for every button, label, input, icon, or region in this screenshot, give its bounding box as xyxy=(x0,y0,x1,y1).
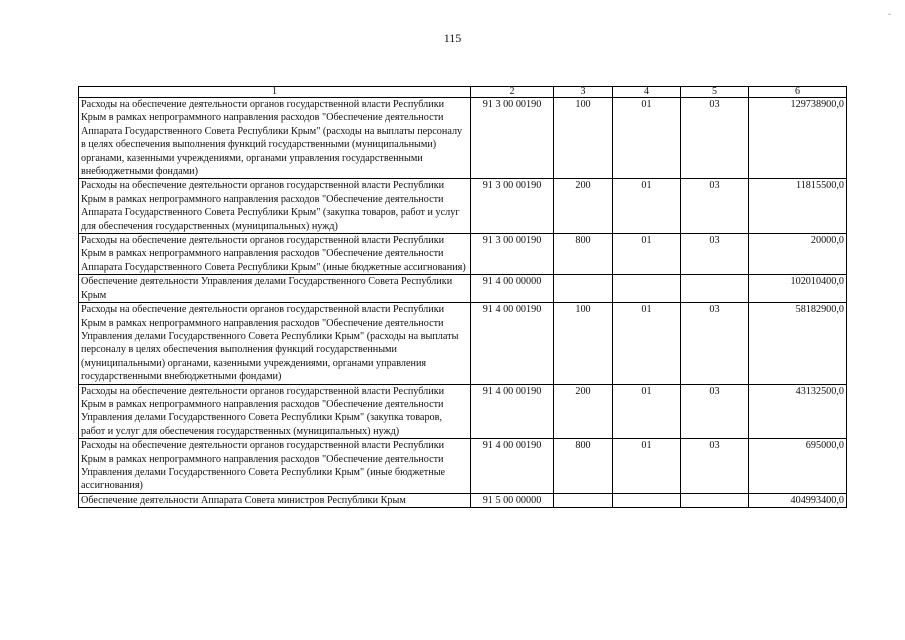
row-amount: 11815500,0 xyxy=(749,179,847,234)
row-subsection: 03 xyxy=(681,439,749,494)
row-amount: 102010400,0 xyxy=(749,275,847,303)
row-amount: 129738900,0 xyxy=(749,98,847,179)
row-description: Расходы на обеспечение деятельности органов государственной власти Республики Крым в рамках непрограммного направления расходов "Обеспечение деятельности Управления делами Государственного Совета Республики Крым" (закупка товаров, работ и услуг для обеспечения государственных (муниципальных) нужд) xyxy=(79,384,471,439)
row-section: 01 xyxy=(613,439,681,494)
row-description: Расходы на обеспечение деятельности органов государственной власти Республики Крым в рамках непрограммного направления расходов "Обеспечение деятельности Аппарата Государственного Совета Республики Крым" (закупка товаров, работ и услуг для обеспечения государственных (муниципальных) нужд) xyxy=(79,179,471,234)
row-section: 01 xyxy=(613,98,681,179)
row-section: 01 xyxy=(613,179,681,234)
row-description: Расходы на обеспечение деятельности органов государственной власти Республики Крым в рамках непрограммного направления расходов "Обеспечение деятельности Аппарата Государственного Совета Республики Крым" (расходы на выплаты персоналу в целях обеспечения выполнения функций государственными (муниципальными) органами, казенными учреждениями, органами управления государственными внебюджетными фондами) xyxy=(79,98,471,179)
row-subsection: 03 xyxy=(681,234,749,275)
table-row xyxy=(79,275,847,303)
row-section xyxy=(613,275,681,303)
row-target-code: 91 3 00 00190 xyxy=(471,234,554,275)
table-row xyxy=(79,303,847,384)
row-expense-type xyxy=(554,493,613,507)
row-expense-type: 200 xyxy=(554,179,613,234)
header-col-5: 5 xyxy=(681,87,749,98)
table-row xyxy=(79,234,847,275)
row-amount: 20000,0 xyxy=(749,234,847,275)
corner-mark: ˇ xyxy=(888,12,891,22)
row-subsection xyxy=(681,493,749,507)
row-amount: 58182900,0 xyxy=(749,303,847,384)
header-col-6: 6 xyxy=(749,87,847,98)
row-subsection: 03 xyxy=(681,179,749,234)
page-number: 115 xyxy=(443,31,462,45)
row-description: Расходы на обеспечение деятельности органов государственной власти Республики Крым в рамках непрограммного направления расходов "Обеспечение деятельности Аппарата Государственного Совета Республики Крым" (иные бюджетные ассигнования) xyxy=(79,234,471,275)
table-row xyxy=(79,493,847,507)
table-row xyxy=(79,439,847,494)
table-row xyxy=(79,384,847,439)
budget-table xyxy=(78,86,847,508)
row-section: 01 xyxy=(613,303,681,384)
header-col-2: 2 xyxy=(471,87,554,98)
row-section xyxy=(613,493,681,507)
row-description: Обеспечение деятельности Управления делами Государственного Совета Республики Крым xyxy=(79,275,471,303)
table-row xyxy=(79,179,847,234)
row-section: 01 xyxy=(613,384,681,439)
row-description: Расходы на обеспечение деятельности органов государственной власти Республики Крым в рамках непрограммного направления расходов "Обеспечение деятельности Управления делами Государственного Совета Республики Крым" (расходы на выплаты персоналу в целях обеспечения выполнения функций государственными (муниципальными) органами, казенными учреждениями, органами управления государственными внебюджетными фондами) xyxy=(79,303,471,384)
row-expense-type: 100 xyxy=(554,98,613,179)
row-description: Расходы на обеспечение деятельности органов государственной власти Республики Крым в рамках непрограммного направления расходов "Обеспечение деятельности Управления делами Государственного Совета Республики Крым" (иные бюджетные ассигнования) xyxy=(79,439,471,494)
header-col-1: 1 xyxy=(79,87,471,98)
row-amount: 404993400,0 xyxy=(749,493,847,507)
row-amount: 43132500,0 xyxy=(749,384,847,439)
header-row xyxy=(79,87,847,98)
row-target-code: 91 4 00 00190 xyxy=(471,384,554,439)
header-col-3: 3 xyxy=(554,87,613,98)
row-subsection xyxy=(681,275,749,303)
row-subsection: 03 xyxy=(681,303,749,384)
row-target-code: 91 5 00 00000 xyxy=(471,493,554,507)
row-target-code: 91 3 00 00190 xyxy=(471,98,554,179)
row-target-code: 91 4 00 00190 xyxy=(471,303,554,384)
row-expense-type: 200 xyxy=(554,384,613,439)
row-target-code: 91 4 00 00190 xyxy=(471,439,554,494)
row-target-code: 91 4 00 00000 xyxy=(471,275,554,303)
row-subsection: 03 xyxy=(681,384,749,439)
row-target-code: 91 3 00 00190 xyxy=(471,179,554,234)
row-expense-type: 800 xyxy=(554,234,613,275)
row-subsection: 03 xyxy=(681,98,749,179)
row-section: 01 xyxy=(613,234,681,275)
table-row xyxy=(79,98,847,179)
row-expense-type: 100 xyxy=(554,303,613,384)
header-col-4: 4 xyxy=(613,87,681,98)
row-expense-type xyxy=(554,275,613,303)
row-expense-type: 800 xyxy=(554,439,613,494)
row-amount: 695000,0 xyxy=(749,439,847,494)
row-description: Обеспечение деятельности Аппарата Совета министров Республики Крым xyxy=(79,493,471,507)
